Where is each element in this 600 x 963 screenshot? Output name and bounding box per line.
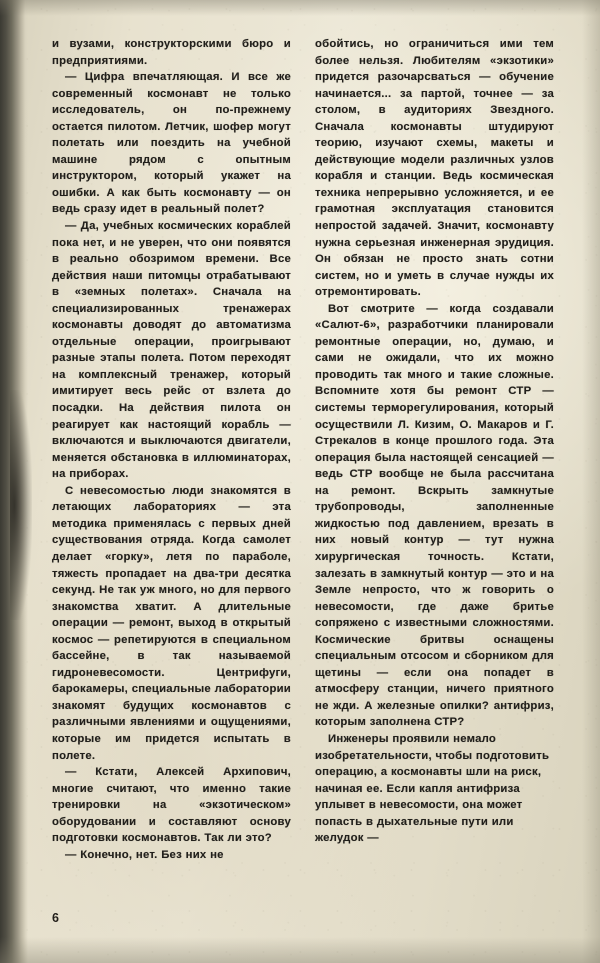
paragraph: — Конечно, нет. Без них не bbox=[65, 848, 224, 861]
paragraph: — Да, учебных космических кораблей пока нет, и не уверен, что они появятся в реально обозримом времени. Все действия наши питомцы отрабатывают в «земных полетах». Сначала на специализированных тренажерах космонавты доводят до автоматизма отдельные операции, проигрывают разные этапы полета. Потом переходят на комплексный тренажер, который имитирует весь рейс от взлета до посадки. На действия пилота он реагирует как настоящий корабль — включаются и выключаются двигатели, меняется обстановка в иллюминаторах, на приборах. bbox=[52, 220, 291, 481]
binding-gutter-shadow bbox=[0, 0, 28, 963]
paragraph: Инженеры проявили немало изобретательности, чтобы подготовить операцию, а космонавты шли на риск, начиная ее. Если капля антифриза уплывет в невесомости, она может попасть в дыхательные пути или желудок — bbox=[315, 732, 550, 845]
left-column-text bbox=[52, 36, 291, 863]
right-column-text bbox=[315, 36, 554, 847]
left-column bbox=[52, 36, 291, 863]
page-edge-shadow-bottom bbox=[0, 937, 600, 963]
paragraph: и вузами, конструкторскими бюро и предприятиями. bbox=[52, 38, 291, 67]
page-edge-shadow-right bbox=[582, 0, 600, 963]
binding-gutter-blot bbox=[10, 390, 32, 620]
paragraph: — Цифра впечатляющая. И все же современный космонавт не только исследователь, он по-прежнему остается пилотом. Летчик, шофер могут полетать или поездить на учебной машине рядом с опытным инструктором, который укажет на ошибки. А как быть космонавту — он ведь сразу идет в реальный полет? bbox=[52, 71, 291, 216]
paragraph: обойтись, но ограничиться ими тем более нельзя. Любителям «экзотики» придется разочарсваться — обучение начинается... за партой, точнее — за столом, в аудиториях Звездного. Сначала космонавты штудируют теорию, изучают схемы, макеты и действующие модели различных узлов корабля и станции. Ведь космическая техника непрерывно усложняется, и ее грамотная эксплуатация становится непростой задачей. Значит, космонавту нужна серьезная инженерная эрудиция. Он обязан не просто знать сотни систем, но и уметь в случае нужды их отремонтировать. bbox=[315, 38, 554, 299]
paragraph: — Кстати, Алексей Архипович, многие считают, что именно такие тренировки на «экзотическом» оборудовании и составляют основу подготовки космонавтов. Так ли это? bbox=[52, 766, 291, 845]
paragraph: С невесомостью люди знакомятся в летающих лабораториях — эта методика применялась с первых дней существования отряда. Когда самолет делает «горку», летя по параболе, тяжесть пропадает на два-три десятка секунд. Не так уж много, но для первого знакомства хватит. А длительные операции — ремонт, выход в открытый космос — репетируются в специальном бассейне, в так называемой гидроневесомости. Центрифуги, барокамеры, специальные лаборатории знакомят будущих космонавтов с различными явлениями и ощущениями, которые им придется испытать в полете. bbox=[52, 484, 291, 762]
text-columns bbox=[52, 36, 554, 863]
page-edge-shadow-top bbox=[0, 0, 600, 16]
right-column bbox=[315, 36, 554, 863]
page-number: 6 bbox=[52, 911, 59, 925]
paragraph: Вот смотрите — когда создавали «Салют-6», разработчики планировали ремонтные операции, но, думаю, и сами не ожидали, что их можно проводить так много и такие сложные. Вспомните хотя бы ремонт СТР — системы терморегулирования, который осуществили Л. Кизим, О. Макаров и Г. Стрекалов в конце прошлого года. Эта операция была настоящей сенсацией — ведь СТР вообще не была рассчитана на ремонт. Вскрыть замкнутые трубопроводы, заполненные жидкостью под давлением, врезать в них новый контур — тут нужна хирургическая точность. Кстати, залезать в замкнутый контур — это и на Земле непросто, что ж говорить о невесомости, где даже бритье сопряжено с известными сложностями. Космические бритвы оснащены специальным отсосом и сборником для щетины — если она попадет в атмосферу станции, ничего приятного не жди. А железные опилки? антифриз, которым заполнена СТР? bbox=[315, 302, 554, 729]
